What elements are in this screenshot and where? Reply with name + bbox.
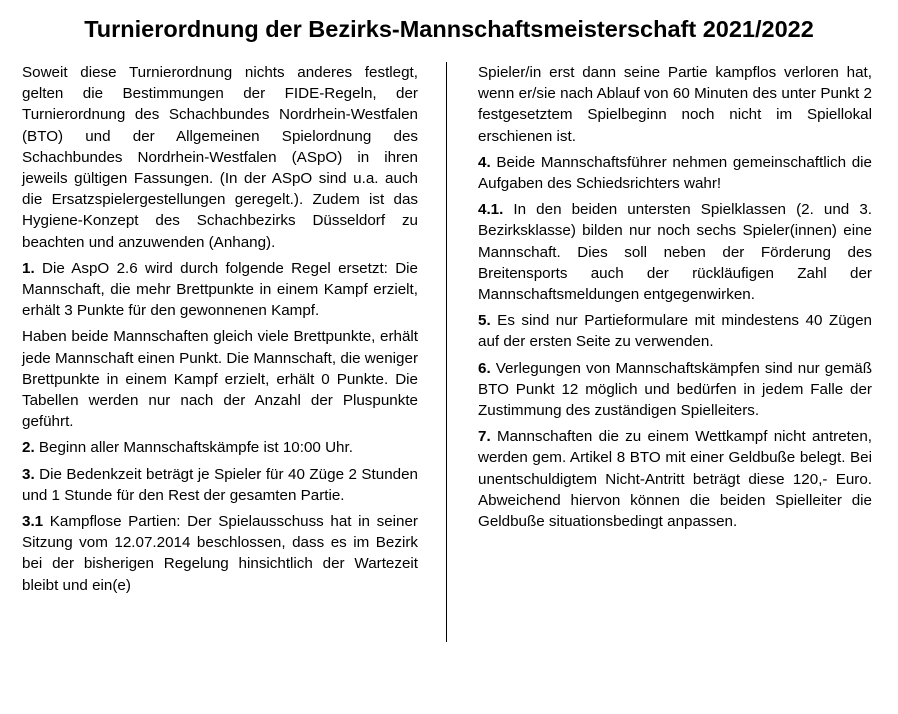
rule-number: 6. xyxy=(478,359,491,377)
rule-text: Es sind nur Partieformulare mit mindestens 40 Zügen auf der ersten Seite zu verwenden. xyxy=(478,312,872,351)
rule-text: Die Bedenkzeit beträgt je Spieler für 40 Züge 2 Stunden und 1 Stunde für den Rest der gesamten Partie. xyxy=(22,465,418,504)
rule-3-paragraph xyxy=(22,464,418,506)
intro-paragraph: Soweit diese Turnierordnung nichts anderes festlegt, gelten die Bestimmungen der FIDE-Regeln, der Turnierordnung des Schachbundes Nordrhein-Westfalen (BTO) und der Allgemeinen Spielordnung des Schachbundes Nordrhein-Westfalen (ASpO) in ihren jeweils gültigen Fassungen. (In der ASpO sind u.a. auch die Ersatzspielergestellungen geregelt.). Zudem ist das Hygiene-Konzept des Schachbezirks Düsseldorf zu beachten und anzuwenden (Anhang). xyxy=(22,64,418,251)
left-column xyxy=(22,62,418,596)
rule-1-paragraph xyxy=(22,258,418,322)
rule-3-1-paragraph xyxy=(22,511,418,596)
rule-3-1-continuation-paragraph: Spieler/in erst dann seine Partie kampflos verloren hat, wenn er/sie nach Ablauf von 60 Minuten des unter Punkt 2 festgesetztem Spielbeginn noch nicht im Spiellokal erschienen ist. xyxy=(478,64,872,145)
column-divider xyxy=(446,62,447,642)
rule-1-continuation-paragraph xyxy=(22,326,418,432)
rule-7-paragraph xyxy=(478,426,872,532)
rule-text: Beide Mannschaftsführer nehmen gemeinschaftlich die Aufgaben des Schiedsrichters wahr! xyxy=(478,153,872,193)
rule-text: Haben beide Mannschaften gleich viele Brettpunkte, erhält jede Mannschaft einen Punkt. Die Mannschaft, die weniger Brettpunkte in einem Kampf erzielt, erhält 0 Punkte. Die Tabellen werden nur nach der Anzahl der Pluspunkte geführt. xyxy=(22,328,418,431)
document-title: Turnierordnung der Bezirks-Mannschaftsmeisterschaft 2021/2022 xyxy=(84,16,814,42)
rule-number: 2. xyxy=(22,439,35,457)
rule-text: Mannschaften die zu einem Wettkampf nicht antreten, werden gem. Artikel 8 BTO mit einer Geldbuße belegt. Bei unentschuldigtem Nicht-Antritt beträgt diese 120,- Euro. Abweichend hiervon können die beiden Spielleiter die Geldbuße situationsbedingt anpassen. xyxy=(478,428,872,531)
rule-text: Kampflose Partien: Der Spielausschuss hat in seiner Sitzung vom 12.07.2014 beschlossen, dass es im Bezirk bei der bisherigen Regelung hinsichtlich der Wartezeit bleibt und ein(e) xyxy=(22,513,418,594)
rule-number: 3.1 xyxy=(22,513,44,531)
rule-text: Die AspO 2.6 wird durch folgende Regel ersetzt: Die Mannschaft, die mehr Brettpunkte in einem Kampf erzielt, erhält 3 Punkte für den gewonnenen Kampf. xyxy=(22,259,418,320)
rule-number: 4.1. xyxy=(478,201,504,219)
rule-number: 4. xyxy=(478,153,491,171)
rule-text: In den beiden untersten Spielklassen (2. und 3. Bezirksklasse) bilden nur noch sechs Spieler(innen) eine Mannschaft. Dies soll neben der Förderung des Breitensports auch der rückläufigen Zahl der Mannschaftsmeldungen entgegenwirken. xyxy=(478,201,872,304)
rule-text: Beginn aller Mannschaftskämpfe ist 10:00 Uhr. xyxy=(34,439,353,457)
rule-2-paragraph xyxy=(22,437,418,458)
rule-5-paragraph xyxy=(478,310,872,352)
rule-number: 5. xyxy=(478,312,491,330)
rule-number: 3. xyxy=(22,465,35,483)
rule-number: 7. xyxy=(478,428,491,446)
rule-text: Verlegungen von Mannschaftskämpfen sind nur gemäß BTO Punkt 12 möglich und bedürfen in jedem Falle der Zustimmung des zuständigen Spielleiters. xyxy=(478,359,872,420)
rule-number: 1. xyxy=(22,259,35,277)
right-column xyxy=(478,62,872,532)
rule-4-1-paragraph xyxy=(478,199,872,305)
rule-4-paragraph xyxy=(478,152,872,194)
rule-6-paragraph xyxy=(478,358,872,422)
